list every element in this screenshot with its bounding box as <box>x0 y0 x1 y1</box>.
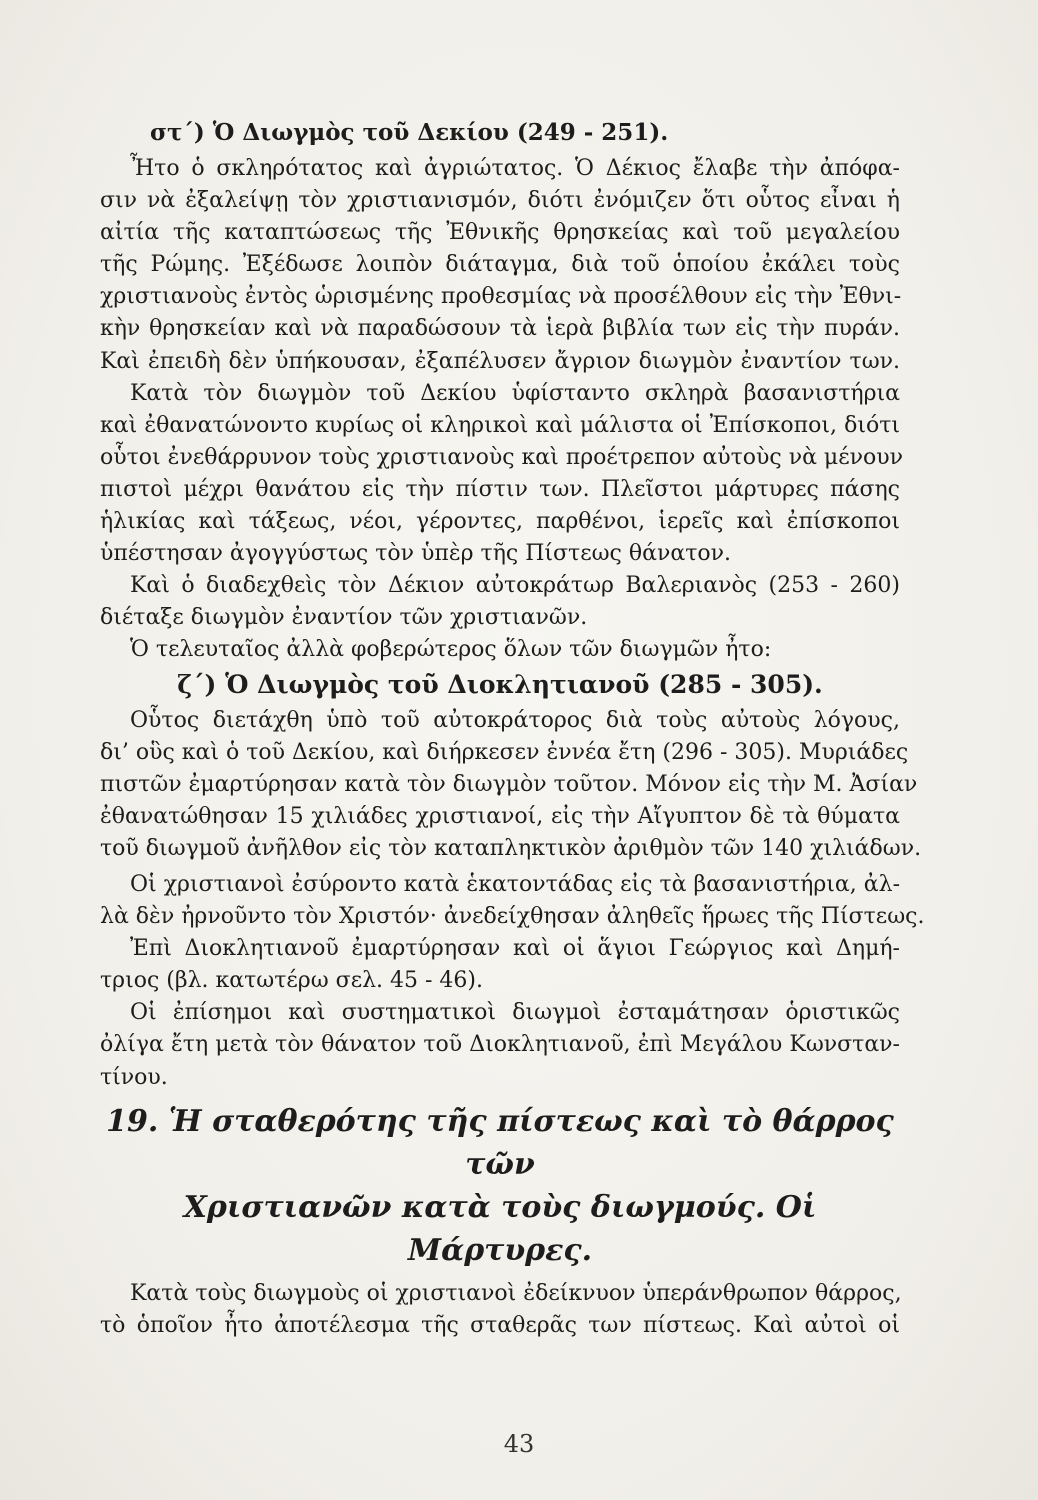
paragraph-diocletian <box>100 705 922 865</box>
text-line: Κατὰ τοὺς διωγμοὺς οἱ χριστιανοὶ ἐδείκνυον ὑπεράνθρωπον θάρρος, <box>130 1280 902 1306</box>
text-line: Οἱ ἐπίσημοι καὶ συστηματικοὶ διωγμοὶ ἐσταμάτησαν ὁριστικῶς <box>130 1000 900 1026</box>
paragraph-martyrs <box>100 378 903 571</box>
text-line: Ἐπὶ Διοκλητιανοῦ ἐμαρτύρησαν καὶ οἱ ἅγιοι Γεώργιος καὶ Δημή- <box>130 936 900 962</box>
text-line: τίνου. <box>100 1064 168 1090</box>
page-number: 43 <box>503 1430 535 1458</box>
text-line: κὴν θρησκείαν καὶ νὰ παραδώσουν τὰ ἱερὰ βιβλία των εἰς τὴν πυράν. <box>100 316 900 342</box>
paragraph-heroes <box>100 869 925 997</box>
text-line: Ἦτο ὁ σκληρότατος καὶ ἀγριώτατος. Ὁ Δέκιος ἔλαβε τὴν ἀπόφα- <box>130 156 900 181</box>
text-line: διέταξε διωγμὸν ἐναντίον τῶν χριστιανῶν. <box>100 605 588 631</box>
text-line: ὀλίγα ἔτη μετὰ τὸν θάνατον τοῦ Διοκλητιανοῦ, ἐπὶ Μεγάλου Κωνσταν- <box>100 1032 900 1058</box>
section-title <box>100 1100 900 1272</box>
text-line: πιστοὶ μέχρι θανάτου εἰς τὴν πίστιν των. Πλεῖστοι μάρτυρες πάσης <box>100 476 900 502</box>
text-line: Οὗτος διετάχθη ὑπὸ τοῦ αὐτοκράτορος διὰ τοὺς αὐτοὺς λόγους, <box>130 707 900 733</box>
text-line: καὶ ἐθανατώνοντο κυρίως οἱ κληρικοὶ καὶ μάλιστα οἱ Ἐπίσκοποι, διότι <box>100 412 900 438</box>
text-line: τῆς Ρώμης. Ἐξέδωσε λοιπὸν διάταγμα, διὰ τοῦ ὁποίου ἐκάλει τοὺς <box>100 252 900 278</box>
text-line: Οἱ χριστιανοὶ ἐσύροντο κατὰ ἑκατοντάδας εἰς τὰ βασανιστήρια, ἀλ- <box>130 871 900 897</box>
text-line: ὑπέστησαν ἀγογγύστως τὸν ὑπὲρ τῆς Πίστεως θάνατον. <box>100 541 731 567</box>
text-line: ἡλικίας καὶ τάξεως, νέοι, γέροντες, παρθένοι, ἱερεῖς καὶ ἐπίσκοποι <box>100 509 900 535</box>
text-line: Καὶ ὁ διαδεχθεὶς τὸν Δέκιον αὐτοκράτωρ Βαλεριανὸς (253 - 260) <box>130 573 900 599</box>
section-title-line: 19. Ἡ σταθερότης τῆς πίστεως καὶ τὸ θάρρος τῶν <box>106 1103 894 1182</box>
heading-persecution-decius: στ΄) Ὁ Διωγμὸς τοῦ Δεκίου (249 - 251). <box>150 119 669 146</box>
text-line: χριστιανοὺς ἐντὸς ὡρισμένης προθεσμίας νὰ προσέλθουν εἰς τὴν Ἐθνι- <box>100 284 902 310</box>
paragraph-end <box>100 997 900 1093</box>
text-line: λὰ δὲν ἠρνοῦντο τὸν Χριστόν· ἀνεδείχθησαν ἀληθεῖς ἥρωες τῆς Πίστεως. <box>100 904 925 930</box>
text-line: αἰτία τῆς καταπτώσεως τῆς Ἐθνικῆς θρησκείας καὶ τοῦ μεγαλείου <box>100 220 900 246</box>
heading-persecution-diocletian: ζ΄) Ὁ Διωγμὸς τοῦ Διοκλητιανοῦ (285 - 305). <box>177 669 823 699</box>
text-line: Κατὰ τὸν διωγμὸν τοῦ Δεκίου ὑφίσταντο σκληρὰ βασανιστήρια <box>130 380 900 406</box>
paragraph-courage <box>100 1278 900 1342</box>
paragraph-valerian <box>100 570 900 634</box>
text-line: τριος (βλ. κατωτέρω σελ. 45 - 46). <box>100 968 484 994</box>
text-line: τοῦ διωγμοῦ ἀνῆλθον εἰς τὸν καταπληκτικὸν ἀριθμὸν τῶν 140 χιλιάδων. <box>100 835 922 861</box>
text-line: ἐθανατώθησαν 15 χιλιάδες χριστιανοί, εἰς τὴν Αἴγυπτον δὲ τὰ θύματα <box>100 803 900 829</box>
section-title-line: Χριστιανῶν κατὰ τοὺς διωγμούς. Οἱ Μάρτυρες. <box>183 1189 817 1268</box>
text-line: Καὶ ἐπειδὴ δὲν ὑπήκουσαν, ἐξαπέλυσεν ἄγριον διωγμὸν ἐναντίον των. <box>100 348 900 374</box>
text-line: τὸ ὁποῖον ἦτο ἀποτέλεσμα τῆς σταθερᾶς των πίστεως. Καὶ αὐτοὶ οἱ <box>100 1312 900 1338</box>
paragraph-last-worst <box>100 634 900 666</box>
text-line: σιν νὰ ἐξαλείψῃ τὸν χριστιανισμόν, διότι ἐνόμιζεν ὅτι οὗτος εἶναι ἡ <box>100 188 900 214</box>
text-line: Ὁ τελευταῖος ἀλλὰ φοβερώτερος ὅλων τῶν διωγμῶν ἦτο: <box>130 637 772 663</box>
text-line: οὗτοι ἐνεθάρρυνον τοὺς χριστιανοὺς καὶ προέτρεπον αὐτοὺς νὰ μένουν <box>100 444 903 470</box>
paragraph-decius <box>100 153 900 378</box>
text-line: δι’ οὓς καὶ ὁ τοῦ Δεκίου, καὶ διήρκεσεν ἐννέα ἔτη (296 - 305). Μυριάδες <box>100 739 909 765</box>
page-content <box>100 115 925 1342</box>
text-line: πιστῶν ἐμαρτύρησαν κατὰ τὸν διωγμὸν τοῦτον. Μόνον εἰς τὴν Μ. Ἀσίαν <box>100 771 918 797</box>
